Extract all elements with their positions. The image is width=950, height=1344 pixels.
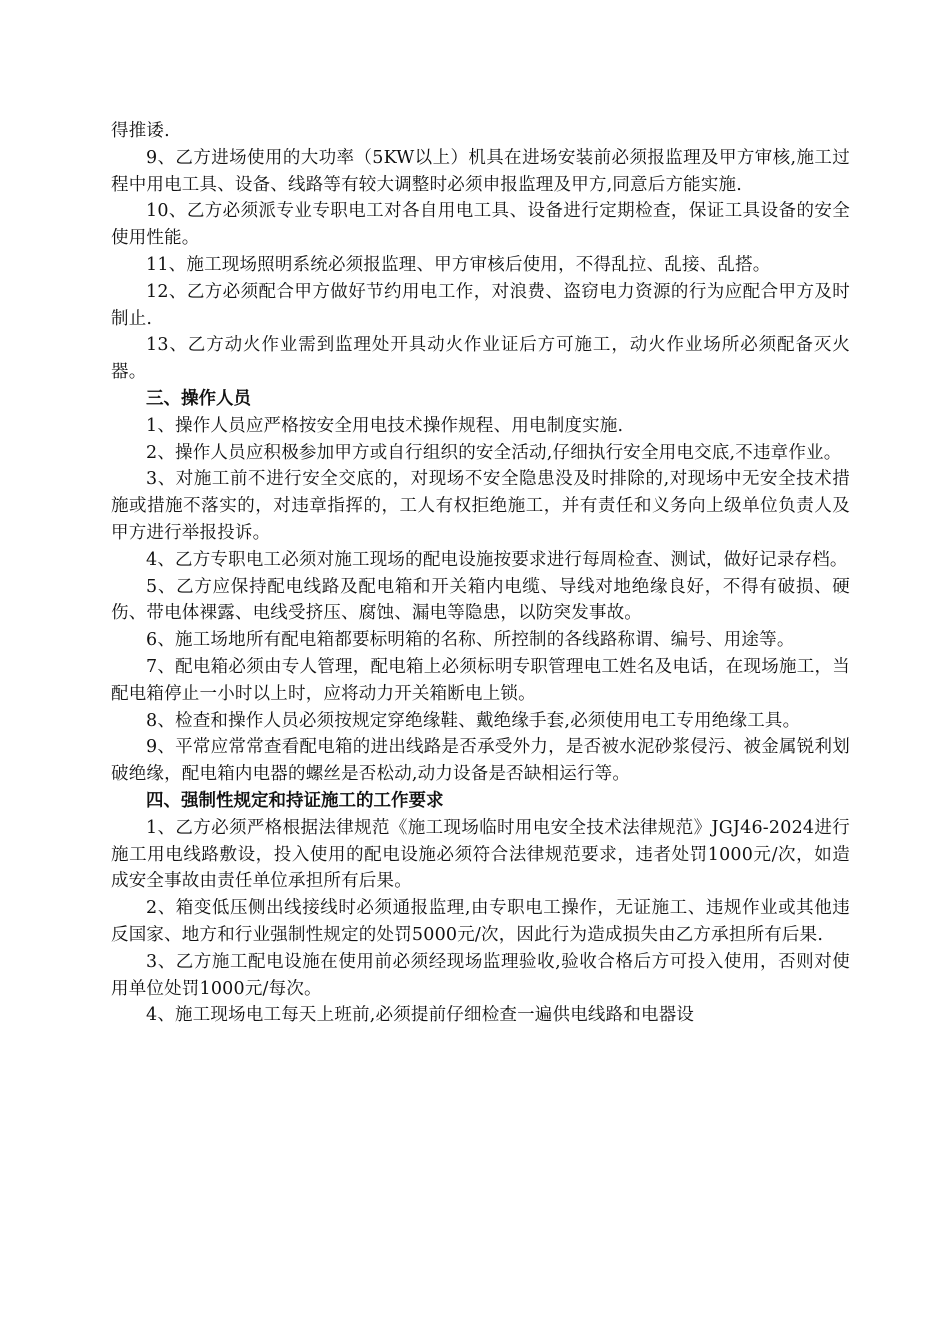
paragraph-operators-3: 3、对施工前不进行安全交底的，对现场不安全隐患没及时排除的,对现场中无安全技术措施或措施不落实的，对违章指挥的，工人有权拒绝施工，并有责任和义务向上级单位负责人及甲方进行举报投诉。 <box>111 469 850 543</box>
section-heading-operators: 三、操作人员 <box>146 388 251 409</box>
paragraph-rules-4: 4、施工现场电工每天上班前,必须提前仔细检查一遍供电线路和电器设 <box>146 1005 695 1026</box>
section-heading-mandatory-rules: 四、强制性规定和持证施工的工作要求 <box>146 790 444 811</box>
paragraph-operators-8: 8、检查和操作人员必须按规定穿绝缘鞋、戴绝缘手套,必须使用电工专用绝缘工具。 <box>146 710 801 731</box>
paragraph-item-11: 11、施工现场照明系统必须报监理、甲方审核后使用，不得乱拉、乱接、乱搭。 <box>146 254 771 275</box>
paragraph-rules-3: 3、乙方施工配电设施在使用前必须经现场监理验收,验收合格后方可投入使用，否则对使用单位处罚1000元/每次。 <box>111 951 850 999</box>
paragraph-continuation: 得推诿. <box>111 121 170 141</box>
paragraph-rules-2: 2、箱变低压侧出线接线时必须通报监理,由专职电工操作，无证施工、违规作业或其他违反国家、地方和行业强制性规定的处罚5000元/次，因此行为造成损失由乙方承担所有后果. <box>111 898 850 945</box>
paragraph-operators-1: 1、操作人员应严格按安全用电技术操作规程、用电制度实施. <box>146 415 624 436</box>
paragraph-operators-2: 2、操作人员应积极参加甲方或自行组织的安全活动,仔细执行安全用电交底,不违章作业。 <box>146 442 842 463</box>
paragraph-operators-9: 9、平常应常常查看配电箱的进出线路是否承受外力，是否被水泥砂浆侵污、被金属锐利划破绝缘，配电箱内电器的螺丝是否松动,动力设备是否缺相运行等。 <box>111 737 850 785</box>
paragraph-operators-4: 4、乙方专职电工必须对施工现场的配电设施按要求进行每周检查、测试，做好记录存档。 <box>146 549 848 570</box>
paragraph-operators-5: 5、乙方应保持配电线路及配电箱和开关箱内电缆、导线对地绝缘良好，不得有破损、硬伤、带电体裸露、电线受挤压、腐蚀、漏电等隐患，以防突发事故。 <box>111 576 850 624</box>
paragraph-item-10: 10、乙方必须派专业专职电工对各自用电工具、设备进行定期检查，保证工具设备的安全使用性能。 <box>111 201 850 249</box>
paragraph-operators-6: 6、施工场地所有配电箱都要标明箱的名称、所控制的各线路称谓、编号、用途等。 <box>146 630 795 651</box>
paragraph-item-13: 13、乙方动火作业需到监理处开具动火作业证后方可施工，动火作业场所必须配备灭火器。 <box>111 335 850 383</box>
paragraph-item-12: 12、乙方必须配合甲方做好节约用电工作，对浪费、盗窃电力资源的行为应配合甲方及时制止. <box>111 281 850 329</box>
paragraph-rules-1: 1、乙方必须严格根据法律规范《施工现场临时用电安全技术法律规范》JGJ46-2024进行施工用电线路敷设，投入使用的配电设施必须符合法律规范要求，违者处罚1000元/次，如造成安全事故由责任单位承担所有后果。 <box>111 817 850 892</box>
paragraph-item-9: 9、乙方进场使用的大功率（5KW以上）机具在进场安装前必须报监理及甲方审核,施工过程中用电工具、设备、线路等有较大调整时必须申报监理及甲方,同意后方能实施. <box>111 147 850 195</box>
paragraph-operators-7: 7、配电箱必须由专人管理，配电箱上必须标明专职管理电工姓名及电话，在现场施工，当配电箱停止一小时以上时，应将动力开关箱断电上锁。 <box>111 656 850 704</box>
